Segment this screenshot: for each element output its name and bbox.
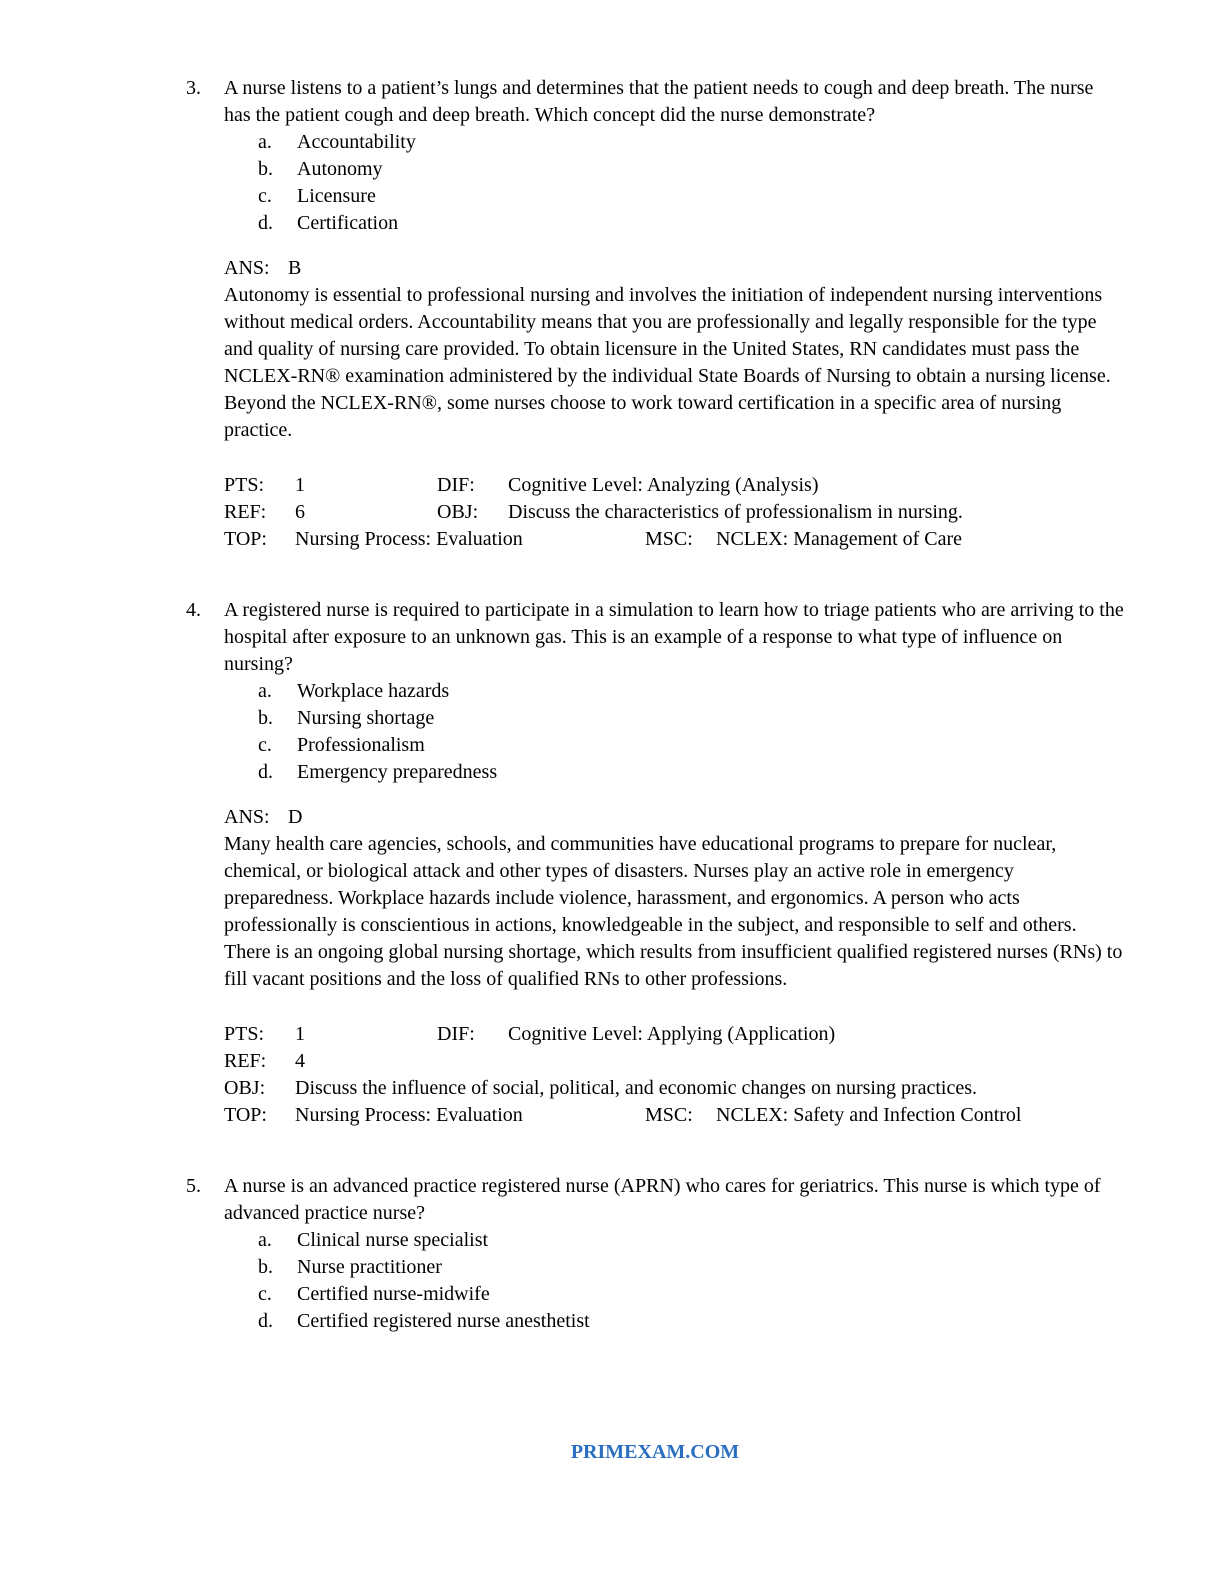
- question-4: [186, 597, 1124, 1129]
- answer-label: ANS:: [224, 806, 270, 828]
- meta-row: [224, 499, 1124, 526]
- page-footer: [186, 1379, 1124, 1466]
- option-text: Emergency preparedness: [297, 761, 498, 783]
- options-list: [258, 129, 1124, 237]
- option-d: [258, 759, 1124, 786]
- pts-value: 1: [295, 1023, 305, 1045]
- answer-value: B: [288, 257, 302, 279]
- obj-label: OBJ:: [437, 501, 479, 523]
- question-meta: [224, 472, 1124, 553]
- options-list: [258, 678, 1124, 786]
- option-letter: d.: [258, 1310, 273, 1332]
- ref-value: 6: [295, 501, 305, 523]
- meta-row: [224, 1048, 1124, 1075]
- option-text: Certification: [297, 212, 399, 234]
- option-text: Nursing shortage: [297, 707, 435, 729]
- answer-rationale: Many health care agencies, schools, and communities have educational programs to prepare for nuclear, chemical, or biological attack and other types of disasters. Nurses play an active role in emergency preparedness. Workplace hazards include violence, harassment, and ergonomics. A person who acts professionally is conscientious in actions, knowledgeable in the subject, and responsible to self and others. There is an ongoing global nursing shortage, which results from insufficient qualified registered nurses (RNs) to fill vacant positions and the loss of qualified RNs to other professions.: [224, 833, 1123, 990]
- ref-label: REF:: [224, 1050, 267, 1072]
- option-text: Certified registered nurse anesthetist: [297, 1310, 590, 1332]
- answer-line: [224, 804, 1124, 831]
- obj-value: Discuss the influence of social, political, and economic changes on nursing practices.: [295, 1077, 978, 1099]
- option-text: Clinical nurse specialist: [297, 1229, 489, 1251]
- option-letter: d.: [258, 761, 273, 783]
- option-letter: c.: [258, 734, 272, 756]
- option-c: [258, 732, 1124, 759]
- question-stem: A nurse is an advanced practice registered nurse (APRN) who cares for geriatrics. This nurse is which type of advanced practice nurse?: [224, 1175, 1101, 1224]
- ref-label: REF:: [224, 501, 267, 523]
- answer-rationale: Autonomy is essential to professional nursing and involves the initiation of independent nursing interventions without medical orders. Accountability means that you are professionally and legally responsible for the type and quality of nursing care provided. To obtain licensure in the United States, RN candidates must pass the NCLEX-RN® examination administered by the individual State Boards of Nursing to obtain a nursing license. Beyond the NCLEX-RN®, some nurses choose to work toward certification in a specific area of nursing practice.: [224, 284, 1111, 441]
- msc-value: NCLEX: Management of Care: [716, 528, 963, 550]
- option-letter: a.: [258, 1229, 272, 1251]
- dif-label: DIF:: [437, 474, 475, 496]
- top-value: Nursing Process: Evaluation: [295, 1104, 523, 1126]
- options-list: [258, 1227, 1124, 1335]
- option-letter: a.: [258, 131, 272, 153]
- question-3: [186, 75, 1124, 553]
- option-d: [258, 210, 1124, 237]
- question-stem: A registered nurse is required to participate in a simulation to learn how to triage patients who are arriving to the hospital after exposure to an unknown gas. This is an example of a response to what type of influence on nursing?: [224, 599, 1124, 675]
- answer-label: ANS:: [224, 257, 270, 279]
- option-c: [258, 1281, 1124, 1308]
- msc-label: MSC:: [645, 528, 693, 550]
- obj-label: OBJ:: [224, 1077, 266, 1099]
- meta-row: [224, 472, 1124, 499]
- option-b: [258, 156, 1124, 183]
- meta-row: [224, 1021, 1124, 1048]
- ref-value: 4: [295, 1050, 305, 1072]
- question-meta: [224, 1021, 1124, 1129]
- answer-value: D: [288, 806, 303, 828]
- question-number: 3.: [186, 77, 201, 99]
- meta-row: [224, 1102, 1124, 1129]
- option-letter: a.: [258, 680, 272, 702]
- option-letter: b.: [258, 158, 273, 180]
- dif-label: DIF:: [437, 1023, 475, 1045]
- option-letter: b.: [258, 707, 273, 729]
- option-text: Professionalism: [297, 734, 425, 756]
- option-letter: c.: [258, 1283, 272, 1305]
- option-text: Nurse practitioner: [297, 1256, 442, 1278]
- option-b: [258, 1254, 1124, 1281]
- question-number: 4.: [186, 599, 201, 621]
- meta-row: [224, 526, 1124, 553]
- option-letter: c.: [258, 185, 272, 207]
- option-d: [258, 1308, 1124, 1335]
- top-value: Nursing Process: Evaluation: [295, 528, 523, 550]
- option-text: Certified nurse-midwife: [297, 1283, 490, 1305]
- meta-row: [224, 1075, 1124, 1102]
- dif-value: Cognitive Level: Analyzing (Analysis): [508, 474, 819, 496]
- top-label: TOP:: [224, 528, 267, 550]
- option-text: Autonomy: [297, 158, 383, 180]
- option-a: [258, 129, 1124, 156]
- option-text: Workplace hazards: [297, 680, 450, 702]
- option-letter: d.: [258, 212, 273, 234]
- question-number: 5.: [186, 1175, 201, 1197]
- pts-value: 1: [295, 474, 305, 496]
- option-a: [258, 678, 1124, 705]
- option-c: [258, 183, 1124, 210]
- option-text: Accountability: [297, 131, 416, 153]
- pts-label: PTS:: [224, 474, 265, 496]
- question-stem: A nurse listens to a patient’s lungs and determines that the patient needs to cough and deep breath. The nurse has the patient cough and deep breath. Which concept did the nurse demonstrate?: [224, 77, 1094, 126]
- dif-value: Cognitive Level: Applying (Application): [508, 1023, 836, 1045]
- msc-label: MSC:: [645, 1104, 693, 1126]
- option-text: Licensure: [297, 185, 376, 207]
- obj-value: Discuss the characteristics of professionalism in nursing.: [508, 501, 963, 523]
- question-5: [186, 1173, 1124, 1335]
- msc-value: NCLEX: Safety and Infection Control: [716, 1104, 1022, 1126]
- pts-label: PTS:: [224, 1023, 265, 1045]
- top-label: TOP:: [224, 1104, 267, 1126]
- page-content: [186, 75, 1124, 1379]
- footer-link[interactable]: PRIMEXAM.COM: [570, 1441, 740, 1463]
- option-b: [258, 705, 1124, 732]
- answer-line: [224, 255, 1124, 282]
- option-letter: b.: [258, 1256, 273, 1278]
- option-a: [258, 1227, 1124, 1254]
